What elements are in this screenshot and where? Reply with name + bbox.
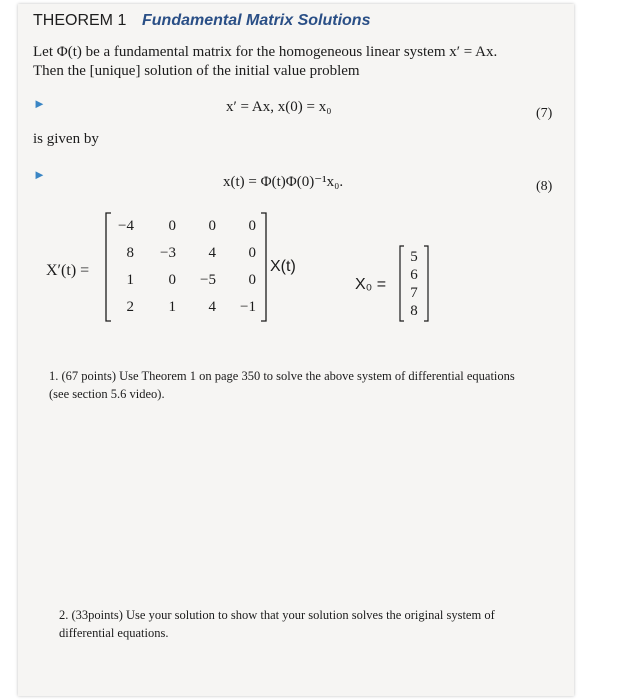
matrix-cell: 4 <box>208 245 216 261</box>
given-by-text: is given by <box>33 131 99 147</box>
matrix-cell: 0 <box>208 218 216 234</box>
state-vector: X(t) <box>270 258 296 275</box>
question-2-line-1: 2. (33points) Use your solution to show that your solution solves the original system of <box>59 608 495 622</box>
matrix-cell: 4 <box>208 299 216 315</box>
x0-label: X₀ = <box>355 276 387 293</box>
question-1-line-1: 1. (67 points) Use Theorem 1 on page 350 to solve the above system of differential equations <box>49 369 515 383</box>
initial-vector <box>398 244 432 324</box>
theorem-text-line-2: Then the [unique] solution of the initial value problem <box>33 63 360 79</box>
matrix-cell: 0 <box>168 272 176 288</box>
matrix-cell: −4 <box>118 218 134 234</box>
equation-8: x(t) = Φ(t)Φ(0)⁻¹x₀. <box>223 174 344 190</box>
arrow-bullet-icon: ► <box>33 96 46 111</box>
matrix-cell: −1 <box>240 299 256 315</box>
coefficient-matrix <box>104 208 272 326</box>
matrix-cell: 0 <box>248 218 256 234</box>
system-lhs: X′(t) = <box>46 262 90 279</box>
matrix-cell: 0 <box>248 272 256 288</box>
equation-8-number: (8) <box>536 179 553 194</box>
theorem-title: Fundamental Matrix Solutions <box>142 12 371 29</box>
x0-cell: 8 <box>410 303 418 319</box>
matrix-cell: 1 <box>126 272 134 288</box>
x0-cell: 6 <box>410 267 418 283</box>
matrix-cell: −3 <box>160 245 176 261</box>
equation-7-number: (7) <box>536 106 553 121</box>
question-2-line-2: differential equations. <box>59 626 169 640</box>
matrix-cell: −5 <box>200 272 216 288</box>
theorem-text-line-1: Let Φ(t) be a fundamental matrix for the homogeneous linear system x′ = Ax. <box>33 44 498 60</box>
matrix-cell: 1 <box>168 299 176 315</box>
theorem-label: THEOREM 1 <box>33 12 127 29</box>
question-1-line-2: (see section 5.6 video). <box>49 387 165 401</box>
matrix-cell: 8 <box>126 245 134 261</box>
matrix-cell: 0 <box>248 245 256 261</box>
matrix-cell: 2 <box>126 299 134 315</box>
x0-cell: 7 <box>410 285 418 301</box>
matrix-cell: 0 <box>168 218 176 234</box>
x0-cell: 5 <box>410 249 418 265</box>
arrow-bullet-icon: ► <box>33 167 46 182</box>
equation-7: x′ = Ax, x(0) = x₀ <box>226 99 332 115</box>
